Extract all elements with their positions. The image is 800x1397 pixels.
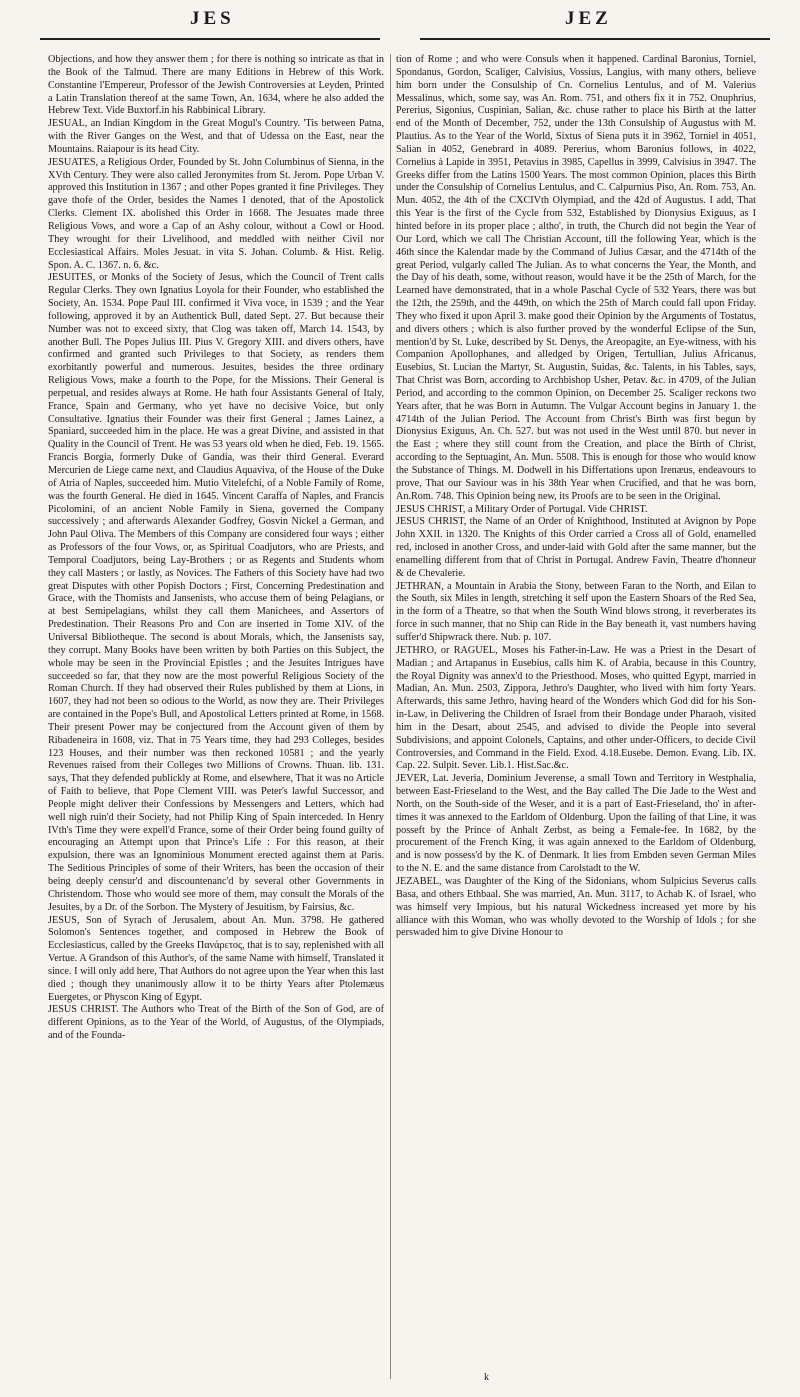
signature-mark: k <box>484 1372 489 1383</box>
entry-jesus-christ-intro: JESUS CHRIST. The Authors who Treat of the Birth of the Son of God, are of different Opinions, as to the Year of the World, of Augustus, of the Olympiads, and of the Founda- <box>48 1004 384 1042</box>
header-keyword-left: JES <box>190 8 235 29</box>
entry-jesus-son-of-syrach: JESUS, Son of Syrach of Jerusalem, about An. Mun. 3798. He gathered Solomon's Sentences together, and composed in Hebrew the Book of Ecclesiasticus, called by the Greeks Πανάρετος, that is to say, replenished with all Vertue. A Grandson of this Author's, of the same Name with himself, Translated it since. I will only add here, That Authors do not agree upon the Year when this last died ; though they unanimously allow it to be thirty Years after Ptolemæus Euergetes, or Physcon King of Egypt. <box>48 914 384 1003</box>
header-keyword-right: JEZ <box>565 8 612 29</box>
entry-jethro: JETHRO, or RAGUEL, Moses his Father-in-Law. He was a Priest in the Desart of Madian ; and Artapanus in Eusebius, calls him K. of Arabia, because in this Country, the Royal Dignity was annex'd to the Priesthood. Moses, who quitted Egypt, married in Madian, An. Mun. 2503, Zippora, Jethro's Daughter, who lived with him forty Years. Afterwards, this same Jethro, having heard of the Wonders which God did for his Son-in-Law, in Delivering the Children of Israel from their Bondage under Pharaoh, visited him in the Desart, about 2545, and advised to divide the People into several Subdivisions, and appoint Colonels, Captains, and other under-Officers, to decide Civil Controversies, and Command in the Field. Exod. 4.18.Eusebe. Demon. Evang. Lib. IX. Cap. 22. Sulpit. Sever. Lib.1. Hist.Sac.&c. <box>396 644 756 772</box>
right-column <box>396 54 756 1379</box>
entry-jezabel: JEZABEL, was Daughter of the King of the Sidonians, whom Sulpicius Severus calls Basa, and others Ethbaal. She was married, An. Mun. 3117, to Achab K. of Israel, who was himself very Impious, but his natural Wickedness increased yet more by his alliance with this Woman, who was wholly devoted to the Worship of Idols ; for she perswaded him to give Divine Honour to <box>396 876 756 939</box>
entry-jesus-christ-order: JESUS CHRIST, the Name of an Order of Knighthood, Instituted at Avignon by Pope John XXII. in 1320. The Knights of this Order carried a Cross all of Gold, enamelled red, inclosed in another Cross, and under-laid with Gold after the same manner, but the enamelling different from that of Christ in Portugal. Andrew Favin, Theatre d'honneur & de Chevalerie. <box>396 516 756 579</box>
running-header <box>40 8 770 48</box>
column-divider <box>390 54 391 1379</box>
left-column <box>48 54 384 1379</box>
entry-jesuites: JESUITES, or Monks of the Society of Jesus, which the Council of Trent calls Regular Clerks. They own Ignatius Loyola for their Founder, who established the Society, An. 1534. Pope Paul III. confirmed it Viva voce, in 1539 ; and the Year following, approved it by an Authentick Bull, dated Sept. 27. But because their Number was not to exceed sixty, that Clog was taken off, March 14. 1543, by another Bull. The Popes Julius III. Pius V. Gregory XIII. and divers others, have confirmed and granted such Privileges to that Society, as renders them exorbitantly powerful and numerous. Jesuites, besides the three ordinary Religious Vows, make a fourth to the Pope, for the Missions. Their General is perpetual, and resides always at Rome. He hath four Assistants General of Italy, France, Spain and Germany, who yet have no decisive Voice, but only Consultative. Ignatius their Founder was their first General ; James Lainez, a Spaniard, succeeded him in the place. He was a great Divine, and assisted in that Quality in the Council of Trent. He was 53 years old when he died, Feb. 19. 1565. Francis Borgia, formerly Duke of Gandia, was their third General. Everard Mercurien de Liege came next, and Claudius Aquaviva, of the House of the Duke of Atria of Naples, succeeded him. Mutio Vitelefchi, of a Noble Family of Rome, was the fourth General. He died in 1645. Vincent Caraffa of Naples, and Francis Picolomini, of an ancient Noble Family in Siena, governed the Company successively ; and afterwards Alexander Godfrey, Gosvin Nickel a German, and John Paul Oliva. The Members of this Company are considered four ways ; either as Professors of the four Vows, or, as Spiritual Coadjutors, who are Priests, and Temporal Coadjutors, being Lay-Brothers ; or as Regents and Students whom they call Masters ; or lastly, as Novices. The Fathers of this Society have had two great Disputes with other Popish Doctors ; First, Concerning Predestination and Grace, with the Thomists and Jansenists, who accuse them of being Pelagians, or at best Semipelagians, whilst they call them Manichees, and Assertors of Predestination. Their Reasons Pro and Con are inserted in Tome XIV. of the Universal Bibliotheque. The second is about Morals, which, the Jansenists say, they corrupt. Many Books have been written by both Parties on this Subject, the whole may be seen in the Provincial Epistles ; and the Jesuites Intrigues have succeeded so far, that they now are the most powerful Religious Society of the Roman Church. If they had observed their Rules published by them at Lions, in 1607, they had not been so odious to the World, as now they are. Their Privileges are contained in the Pope's Bull, and Apostolical Letters printed at Rome, in 1568. Their present Power may be conjectured from the Account given of them by Ribadeneira in 1608, viz. That in 75 Years time, they had 293 Colleges, besides 123 Houses, and their number was then reckoned 10581 ; and the yearly Revenues raised from their Colleges two Millions of Crowns. Thuan. lib. 131. says, That they defended publickly at Rome, and elsewhere, That it was no Article of Faith to believe, that Pope Clement VIII. was Peter's lawful Successor, and People might deliver their Confessions by Messengers and Letters, which had well nigh ruin'd their Society, had not Philip King of Spain interceded. In Henry IVth's Time they were expell'd France, some of their Order being found guilty of encouraging an Attempt upon that Prince's Life : For this reason, at their expulsion, there was an Ignominious Monument erected against them at Paris. The Seditious Principles of some of their Writers, has been the occasion of their being deeply censur'd and discountenanc'd by several other Governments in Christendom. Those who would see more of them, may consult the Morals of the Jesuites, by a Dr. of the Sorbon. The Mystery of Jesuitism, by Fairsius, &c. <box>48 272 384 913</box>
entry-jesus-christ-continued: tion of Rome ; and who were Consuls when it happened. Cardinal Baronius, Torniel, Spondanus, Gordon, Scaliger, Calvisius, Vossius, Langius, with many others, believe him born under the Consulship of Cn. Cornelius Lentulus, and of M. Valerius Messalinus, which, some say, was An. Rom. 751, and others fix it in 752. Onuphrius, Pererius, Sigonius, Cuspinian, Salian, &c. chuse rather to place his Birth at the latter end of the Month of December, 752, under the 13th Consulship of Augustus with M. Plautius. As to the Year of the World, Sixtus of Siena puts it in 3962, Torniel in 4051, Salian in 4052, Genebrard in 4089. Pererius, whom Baronius follows, in 4022, Cornelius à Lapide in 3951, Petavius in 3985, Capellus in 3999, Calvisius in 3947. The Greeks differ from the Latins 1500 Years. The most common Opinion, places this Birth under the Consulship of Cornelius Lentulus, and C. Calpurnius Piso, An. Rom. 753, An. Mun. 4052, the 4th of the CXCIVth Olympiad, and the 42d of Augustus. I add, That this Year is the first of the Cycle from 532, Established by Dionysius Exiguus, as I hinted before in its proper place ; altho', in truth, the Church did not begin the Year of Our Lord, which we call The Christian Account, till the following Year, which is the 46th since the Kalendar made by the Command of Julius Cæsar, and the 4714th of the great Period, vulgarly called The Julian. As to what concerns the Year, the Month, and the Day of his death, some, without reason, would have it be the 25th of March, for the Learned have demonstrated, that in a whole Paschal Cycle of 532 Years, there was but the 12th, the 259th, and the 449th, on which the 25th of March could fall upon Friday. They who fixed it upon April 3. make good their Opinion by the Arguments of Tostatus, and divers others ; which is also further proved by the wonderful Eclipse of the Sun, mention'd by St. Luke, described by St. Denys, the Areopagite, an Eye-witness, with his Companion Apollophanes, and alledged by Origen, Tertullian, Julius Africanus, Eusebius, St. Lucian the Martyr, St. Augustin, Suidas, &c. Talents, in his Tables, says, That Christ was Born, according to Archbishop Usher, Petav. &c. in 4709, of the Julian Period, and according to the common Opinion, on December 25. Scaliger reckons two Years after, that he was Born in Autumn. The Vulgar Account begins in January 1. the 4714th of the Julian Period. The Account from Christ's Birth was first begun by Dionysius Exiguus, An. Ch. 527. but was not used in the West until 870. but never in the East ; where they still count from the Creation, and place the Birth of Christ, according to the Septuagint, An. Mun. 5508. This is enough for those who would know the Substance of Things. M. Dodwell in his Differtations upon Irenæus, endeavours to prove, That our Saviour was in his 38th Year when Crucified, and that he was born, An.Rom. 748. This Opinion being new, its Proofs are to be seen in the Original. <box>396 54 756 502</box>
entry-jesuates: JESUATES, a Religious Order, Founded by St. John Columbinus of Sienna, in the XVth Century. They were also called Jeronymites from St. Jerom. Pope Urban V. approved this Institution in 1367 ; and other Popes granted it fine Privileges. They gave thofe of the Order, besides the Names I denoted, that of the Apostolick Clerks. Clement IX. abolished this Order in 1668. The Jesuates made three Religious Vows, and wore a Cap of an Ashy colour, without a Cowl or Hood. They wrought for their Livelihood, and meddled with neither Civil nor Ecclesiastical Affairs. Moles Jesuat. in vita S. Johan. Columb. & Hist. Relig. Spon. A. C. 1367. n. 6. &c. <box>48 156 384 271</box>
header-rule-right <box>420 38 770 40</box>
header-rule-left <box>40 38 380 40</box>
entry-jesus-christ-portugal: JESUS CHRIST, a Military Order of Portugal. Vide CHRIST. <box>396 503 648 515</box>
entry-objections: Objections, and how they answer them ; for there is nothing so intricate as that in the Book of the Talmud. There are many Editions in Hebrew of this Work. Constantine l'Empereur, Professor of the Jewish Controversies at Leyden, Printed a Latin Translation thereof at the same Town, An. 1634, where he also added the Hebrew Text. Vide Buxtorf.in his Rabbinical Library. <box>48 54 384 117</box>
entry-jever: JEVER, Lat. Jeveria, Dominium Jeverense, a small Town and Territory in Westphalia, between East-Frieseland to the West, and the Bay called The Die Jade to the West and North, on the South-side of the Weser, and it is a part of East-Frieseland, tho' in after-times it was annexed to the Earldom of Oldenburg. Upon the failing of that Line, it was posseft by the Prince of Anhalt Zerbst, as being a Female-fee. In 1682, by the procurement of the French King, it was again annexed to the Earldom of Oldenburg, and is now possess'd by the K. of Denmark. It lies from Embden seven German Miles to the N. E. and the same distance from Carolstadt to the W. <box>396 773 756 875</box>
entry-jesual: JESUAL, an Indian Kingdom in the Great Mogul's Country. 'Tis between Patna, with the River Ganges on the West, and that of Udessa on the East, near the Mountains. Raiapour is its head City. <box>48 118 384 155</box>
entry-jethran: JETHRAN, a Mountain in Arabia the Stony, between Faran to the North, and Eilan to the South, six Miles in length, stretching it self upon the Eastern Shoars of the Red Sea, in the form of a Theatre, so that when the South Wind blows strong, it reverberates its force in such manner, that no Ship can Ride in the Bay beneath it, vast numbers having suffer'd Shipwrack there. Nub. p. 107. <box>396 580 756 643</box>
